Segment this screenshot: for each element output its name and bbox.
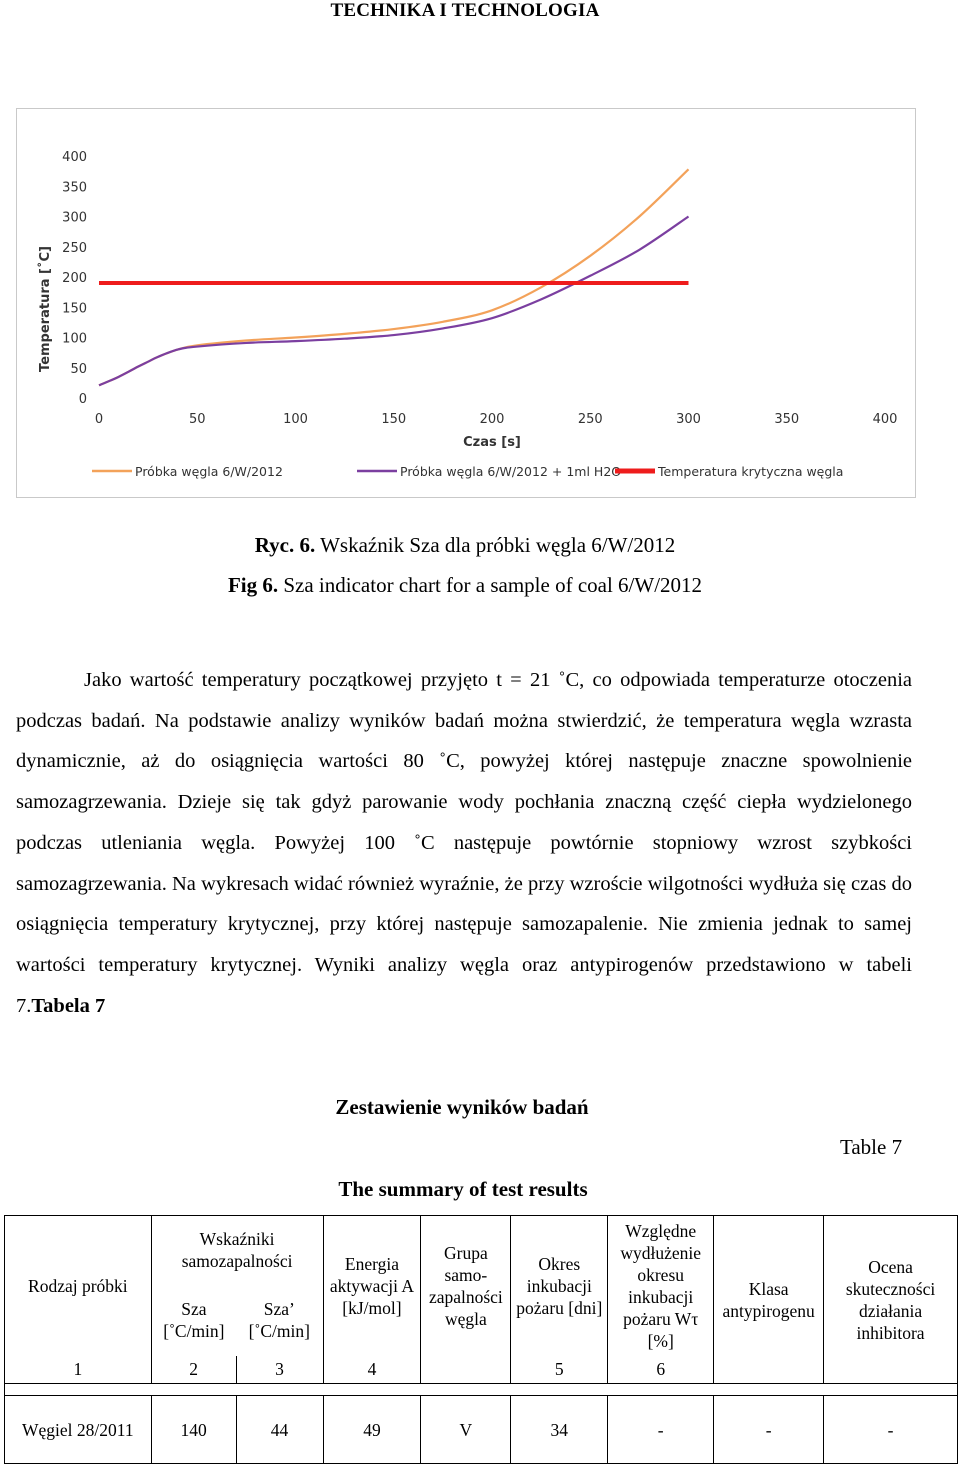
cell-energia: 49	[323, 1396, 421, 1464]
table-row	[5, 1396, 958, 1464]
page-header-title: TECHNIKA I TECHNOLOGIA	[330, 0, 600, 21]
header-wzgledne: Względne wydłużenie okresu inkubacji pożaru Wτ [%]	[608, 1216, 714, 1356]
header-klasa: Klasa antypirogenu	[714, 1216, 824, 1384]
y-tick-label: 350	[62, 180, 87, 196]
y-tick-label: 150	[62, 301, 87, 317]
header-sza-prime-unit: [˚C/min]	[248, 1321, 310, 1341]
cell-ocena: -	[824, 1396, 958, 1464]
x-tick-label: 50	[188, 412, 206, 427]
x-tick-label: 100	[283, 412, 308, 427]
caption-en	[0, 573, 930, 598]
col-number-1: 1	[5, 1356, 152, 1384]
series-line-1	[99, 217, 689, 386]
x-tick-label: 400	[872, 412, 898, 427]
col-number-4: 4	[323, 1356, 421, 1384]
legend-label-0: Próbka węgla 6/W/2012	[135, 464, 283, 479]
y-tick-label: 100	[62, 331, 87, 347]
results-table	[4, 1215, 958, 1464]
caption-pl	[0, 533, 930, 558]
table-title-en: The summary of test results	[338, 1177, 588, 1201]
caption-pl-text: Wskaźnik Sza dla próbki węgla 6/W/2012	[320, 533, 676, 557]
cell-klasa: -	[714, 1396, 824, 1464]
col-number-6: 6	[608, 1356, 714, 1384]
temperature-chart	[16, 108, 916, 498]
x-tick-label: 0	[94, 412, 104, 427]
header-okres: Okres inkubacji pożaru [dni]	[511, 1216, 608, 1356]
x-tick-label: 250	[577, 412, 603, 427]
x-tick-label: 200	[479, 412, 505, 427]
header-energia: Energia aktywacji A [kJ/mol]	[323, 1216, 421, 1356]
header-sza-prime-label: Sza’	[263, 1299, 295, 1319]
cell-sample: Węgiel 28/2011	[5, 1396, 152, 1464]
legend-label-2: Temperatura krytyczna węgla	[658, 464, 844, 479]
y-tick-label: 50	[70, 361, 87, 377]
x-tick-label: 350	[774, 412, 800, 427]
y-tick-label: 300	[62, 210, 87, 226]
cell-sza-prime: 44	[236, 1396, 323, 1464]
x-tick-label: 300	[676, 412, 701, 427]
chart-canvas	[17, 109, 915, 497]
x-tick-label: 150	[381, 412, 407, 427]
legend-label-1: Próbka węgla 6/W/2012 + 1ml H2O	[400, 464, 622, 479]
cell-okres: 34	[511, 1396, 608, 1464]
header-wskazniki: Wskaźniki samozapalności	[151, 1216, 323, 1285]
col-number-5: 5	[511, 1356, 608, 1384]
y-tick-label: 200	[62, 271, 87, 286]
col-number-2: 2	[151, 1356, 236, 1384]
table-number: Table 7	[840, 1135, 903, 1159]
table-reference: Tabela 7	[31, 994, 106, 1017]
y-tick-label: 400	[62, 150, 87, 165]
table-title-pl: Zestawienie wyników badań	[335, 1095, 589, 1119]
header-sza-prime	[236, 1285, 323, 1356]
x-axis-label: Czas [s]	[463, 435, 521, 450]
caption-en-text: Sza indicator chart for a sample of coal 6/W/2012	[283, 573, 703, 597]
y-tick-label: 0	[78, 392, 87, 407]
caption-en-label: Fig 6.	[227, 573, 279, 597]
header-sza-label: Sza	[181, 1299, 207, 1319]
cell-wzgledne: -	[608, 1396, 714, 1464]
header-grupa: Grupa samo-zapalności węgla	[421, 1216, 511, 1356]
y-tick-label: 250	[62, 240, 87, 256]
header-sza-unit: [˚C/min]	[163, 1321, 225, 1341]
header-sza	[151, 1285, 236, 1356]
header-ocena: Ocena skuteczności działania inhibitora	[824, 1216, 958, 1384]
cell-grupa: V	[421, 1396, 511, 1464]
body-paragraph	[16, 660, 912, 1026]
cell-sza: 140	[151, 1396, 236, 1464]
paragraph-text: Jako wartość temperatury początkowej przyjęto t = 21 ˚C, co odpowiada temperaturze otoczenia podczas badań. Na podstawie analizy wyników badań można stwierdzić, że temperatura węgla wzrasta dynamicznie, aż do osiągnięcia wartości 80 ˚C, powyżej której następuje znaczne spowolnienie samozagrzewania. Dzieje się tak gdyż parowanie wody pochłania znaczną część ciepła wydzielonego podczas utleniania węgla. Powyżej 100 ˚C następuje powtórnie stopniowy wzrost szybkości samozagrzewania. Na wykresach widać również wyraźnie, że przy wzroście wilgotności wydłuża się czas do osiągnięcia temperatury krytycznej, przy której następuje samozapalenie. Nie zmienia jednak to samej wartości temperatury krytycznej. Wyniki analizy węgla oraz antypirogenów przedstawiono w tabeli 7.	[16, 669, 912, 1017]
series-line-0	[99, 169, 689, 385]
col-number-empty	[421, 1356, 511, 1384]
col-number-3: 3	[236, 1356, 323, 1384]
header-rodzaj-probki: Rodzaj próbki	[5, 1216, 152, 1356]
caption-pl-label: Ryc. 6.	[254, 533, 316, 557]
y-axis-label: Temperatura [˚C]	[38, 246, 53, 372]
